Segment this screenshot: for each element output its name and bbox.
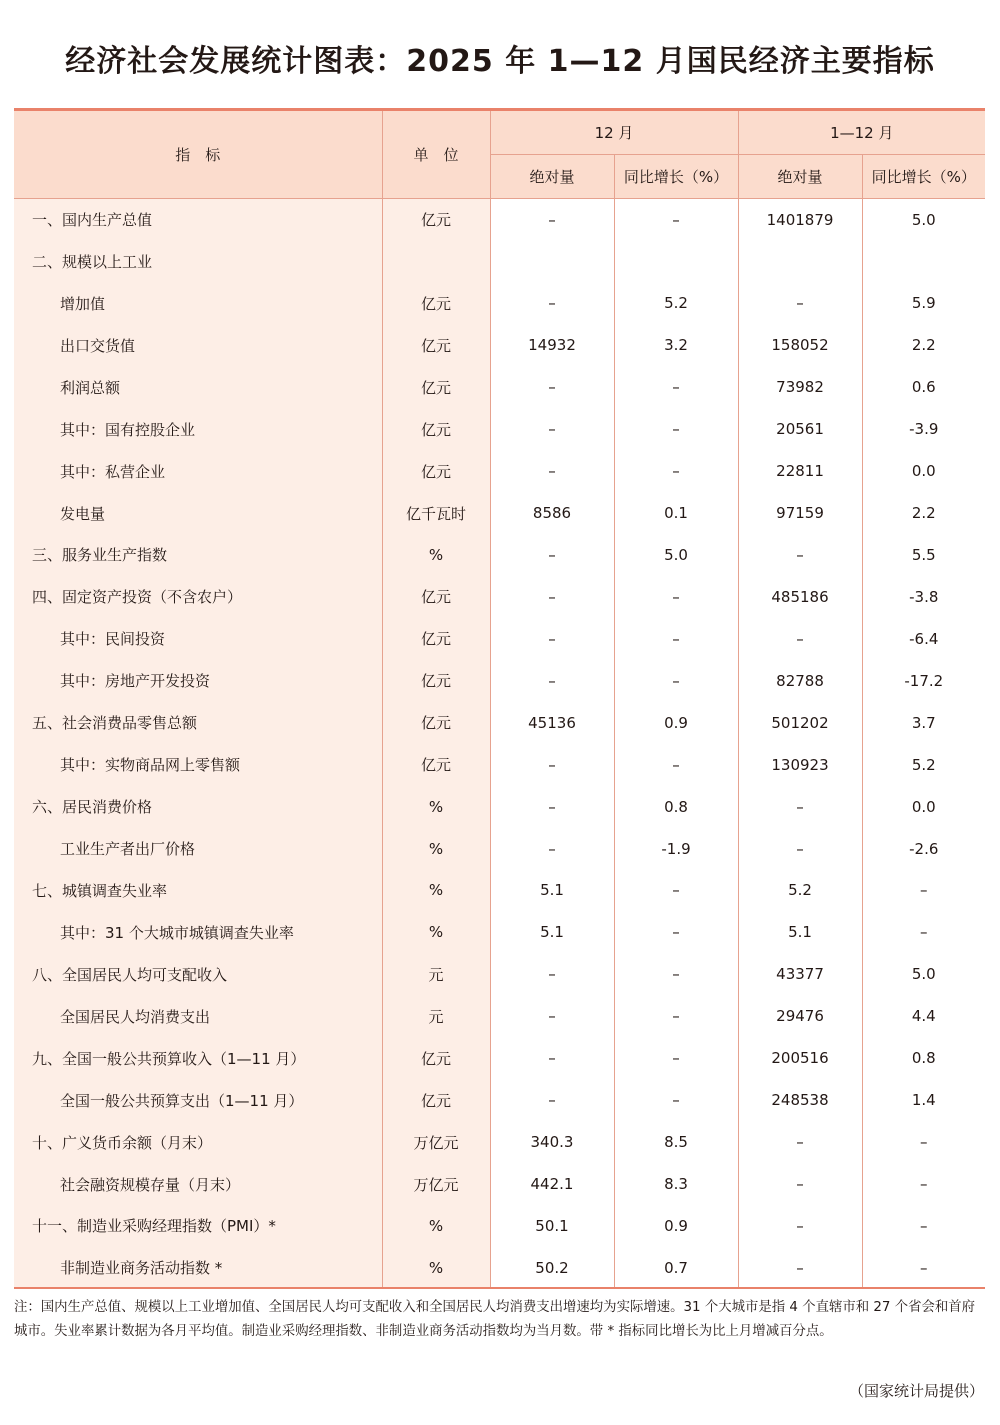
cumulative-absolute-cell: 1401879 [738,199,862,241]
month-yoy-cell: – [614,911,738,953]
month-yoy-cell: – [614,995,738,1037]
source-credit: （国家统计局提供） [848,1382,984,1400]
indicator-name: 七、城镇调查失业率 [14,870,382,912]
indicators-table [14,111,985,1289]
cumulative-absolute-cell: 248538 [738,1079,862,1121]
cumulative-absolute-cell: – [738,828,862,870]
cumulative-yoy-cell: 0.8 [911,1049,936,1068]
table-row [14,408,985,450]
indicator-name: 其中：实物商品网上零售额 [14,744,382,786]
cumulative-absolute-cell: – [738,1121,862,1163]
table-row [14,1079,985,1121]
cumulative-yoy-cell: – [920,1216,928,1235]
month-absolute-cell: – [490,744,614,786]
month-yoy-cell: – [614,576,738,618]
bottom-rule [14,1287,985,1289]
cumulative-yoy-cell: 5.0 [911,210,936,229]
month-absolute-cell: 442.1 [490,1163,614,1205]
cumulative-absolute-cell: – [738,282,862,324]
indicator-name: 全国一般公共预算支出（1—11 月） [14,1079,382,1121]
month-absolute-cell: 14932 [490,324,614,366]
cumulative-absolute-cell: – [738,1247,862,1289]
cumulative-absolute-cell: 158052 [738,324,862,366]
table-row [14,911,985,953]
month-yoy-cell: 0.7 [614,1247,738,1289]
month-yoy-cell: – [614,408,738,450]
indicator-name: 六、居民消费价格 [14,786,382,828]
indicator-name: 其中：私营企业 [14,450,382,492]
month-yoy-cell: – [614,744,738,786]
cumulative-absolute-cell: 97159 [738,492,862,534]
table-row [14,953,985,995]
unit-cell: % [382,870,490,912]
month-absolute-cell: – [490,450,614,492]
month-absolute-cell: – [490,660,614,702]
cumulative-yoy-cell: 5.9 [911,294,936,313]
table-row [14,282,985,324]
page-title: 经济社会发展统计图表：2025 年 1—12 月国民经济主要指标 [65,44,935,79]
month-yoy-cell: 0.1 [614,492,738,534]
month-absolute-cell: – [490,366,614,408]
cumulative-yoy-cell: – [920,1133,928,1152]
header-month-group: 12 月 [490,111,738,155]
cumulative-absolute-cell: – [738,1205,862,1247]
cumulative-absolute-cell: 485186 [738,576,862,618]
month-yoy-cell: – [614,618,738,660]
cumulative-absolute-cell: 5.2 [738,870,862,912]
cumulative-yoy-cell: – [920,1258,928,1277]
month-yoy-cell: – [614,870,738,912]
unit-cell: 亿元 [382,618,490,660]
table-row [14,1247,985,1289]
unit-cell: 亿元 [382,199,490,241]
cumulative-yoy-cell: -17.2 [904,671,944,690]
month-yoy-cell: 0.9 [614,702,738,744]
table-row [14,828,985,870]
month-absolute-cell [490,240,614,282]
indicator-name: 其中：民间投资 [14,618,382,660]
unit-cell: 万亿元 [382,1121,490,1163]
month-absolute-cell: 50.2 [490,1247,614,1289]
month-yoy-cell: – [614,1037,738,1079]
month-absolute-cell: 45136 [490,702,614,744]
cumulative-yoy-cell: -3.9 [909,420,939,439]
header-unit: 单 位 [382,111,490,199]
table-row [14,660,985,702]
unit-cell [382,240,490,282]
table-row [14,366,985,408]
month-absolute-cell: – [490,199,614,241]
unit-cell: 亿元 [382,702,490,744]
month-absolute-cell: 340.3 [490,1121,614,1163]
table-row [14,995,985,1037]
header-cumulative-group: 1—12 月 [738,111,985,155]
month-yoy-cell: – [614,366,738,408]
cumulative-yoy-cell: 3.7 [911,713,936,732]
unit-cell: % [382,828,490,870]
unit-cell: % [382,1247,490,1289]
cumulative-absolute-cell: – [738,534,862,576]
month-yoy-cell: 0.9 [614,1205,738,1247]
cumulative-yoy-cell: 2.2 [911,336,936,355]
unit-cell: 亿元 [382,660,490,702]
table-row [14,870,985,912]
unit-cell: 亿元 [382,324,490,366]
cumulative-yoy-cell: 2.2 [911,504,936,523]
unit-cell: 亿元 [382,366,490,408]
unit-cell: 元 [382,995,490,1037]
indicator-name: 八、全国居民人均可支配收入 [14,953,382,995]
header-cumulative-absolute: 绝对量 [738,155,862,199]
indicator-name: 全国居民人均消费支出 [14,995,382,1037]
cumulative-yoy-cell: – [920,1175,928,1194]
month-absolute-cell: – [490,1037,614,1079]
month-yoy-cell: -1.9 [614,828,738,870]
cumulative-absolute-cell: 82788 [738,660,862,702]
cumulative-yoy-cell: 5.0 [911,965,936,984]
month-absolute-cell: – [490,618,614,660]
cumulative-yoy-cell: – [920,881,928,900]
cumulative-yoy-cell: 5.5 [911,545,936,564]
cumulative-absolute-cell: 29476 [738,995,862,1037]
indicator-name: 其中：国有控股企业 [14,408,382,450]
cumulative-absolute-cell: – [738,1163,862,1205]
indicator-name: 四、固定资产投资（不含农户） [14,576,382,618]
cumulative-absolute-cell: 20561 [738,408,862,450]
unit-cell: 亿元 [382,282,490,324]
table-row [14,450,985,492]
indicator-name: 非制造业商务活动指数 * [14,1247,382,1289]
month-absolute-cell: – [490,534,614,576]
indicator-name: 发电量 [14,492,382,534]
month-absolute-cell: 5.1 [490,911,614,953]
table-row [14,1037,985,1079]
cumulative-absolute-cell: 5.1 [738,911,862,953]
month-yoy-cell: 0.8 [614,786,738,828]
table-row [14,240,985,282]
unit-cell: 亿元 [382,408,490,450]
month-yoy-cell: – [614,953,738,995]
month-absolute-cell: – [490,828,614,870]
table-row [14,199,985,241]
cumulative-absolute-cell: 200516 [738,1037,862,1079]
indicator-name: 出口交货值 [14,324,382,366]
cumulative-absolute-cell: – [738,618,862,660]
cumulative-yoy-cell: 0.0 [911,462,936,481]
indicator-name: 工业生产者出厂价格 [14,828,382,870]
month-absolute-cell: – [490,282,614,324]
month-yoy-cell [614,240,738,282]
cumulative-yoy-cell: -2.6 [909,839,939,858]
indicator-name: 十一、制造业采购经理指数（PMI）* [14,1205,382,1247]
table-row [14,1205,985,1247]
cumulative-absolute-cell: 73982 [738,366,862,408]
cumulative-absolute-cell: 130923 [738,744,862,786]
unit-cell: 亿元 [382,576,490,618]
table-row [14,492,985,534]
indicator-name: 十、广义货币余额（月末） [14,1121,382,1163]
cumulative-yoy-cell: – [920,923,928,942]
table-row [14,1163,985,1205]
table-body [14,199,985,1289]
indicator-name: 一、国内生产总值 [14,199,382,241]
unit-cell: 亿千瓦时 [382,492,490,534]
cumulative-absolute-cell [738,240,862,282]
unit-cell: 万亿元 [382,1163,490,1205]
month-yoy-cell: – [614,660,738,702]
month-yoy-cell: 3.2 [614,324,738,366]
table-row [14,744,985,786]
month-yoy-cell: 5.0 [614,534,738,576]
month-yoy-cell: 5.2 [614,282,738,324]
month-yoy-cell: 8.5 [614,1121,738,1163]
cumulative-yoy-cell: 1.4 [911,1091,936,1110]
indicator-name: 二、规模以上工业 [14,240,382,282]
cumulative-yoy-cell: -3.8 [909,587,939,606]
header-month-absolute: 绝对量 [490,155,614,199]
table-row [14,576,985,618]
table-row [14,786,985,828]
month-yoy-cell: – [614,1079,738,1121]
cumulative-yoy-cell: 0.0 [911,797,936,816]
indicator-name: 九、全国一般公共预算收入（1—11 月） [14,1037,382,1079]
month-absolute-cell: – [490,1079,614,1121]
indicator-name: 利润总额 [14,366,382,408]
indicator-name: 其中：房地产开发投资 [14,660,382,702]
indicator-name: 社会融资规模存量（月末） [14,1163,382,1205]
table-row [14,618,985,660]
cumulative-yoy-cell: 5.2 [911,755,936,774]
cumulative-yoy-cell: 4.4 [911,1007,936,1026]
indicator-name: 其中：31 个大城市城镇调查失业率 [14,911,382,953]
month-absolute-cell: 50.1 [490,1205,614,1247]
cumulative-absolute-cell: – [738,786,862,828]
month-absolute-cell: 5.1 [490,870,614,912]
indicator-name: 增加值 [14,282,382,324]
cumulative-yoy-cell: 0.6 [911,378,936,397]
indicator-name: 三、服务业生产指数 [14,534,382,576]
table-row [14,1121,985,1163]
cumulative-yoy-cell: -6.4 [909,629,939,648]
table-row [14,324,985,366]
month-absolute-cell: – [490,953,614,995]
table-row [14,534,985,576]
month-yoy-cell: 8.3 [614,1163,738,1205]
month-absolute-cell: – [490,408,614,450]
unit-cell: 亿元 [382,1079,490,1121]
month-absolute-cell: – [490,995,614,1037]
month-yoy-cell: – [614,199,738,241]
month-absolute-cell: – [490,576,614,618]
cumulative-absolute-cell: 22811 [738,450,862,492]
cumulative-absolute-cell: 501202 [738,702,862,744]
indicator-name: 五、社会消费品零售总额 [14,702,382,744]
month-absolute-cell: 8586 [490,492,614,534]
unit-cell: % [382,786,490,828]
unit-cell: % [382,534,490,576]
unit-cell: 亿元 [382,1037,490,1079]
unit-cell: % [382,1205,490,1247]
month-yoy-cell: – [614,450,738,492]
unit-cell: 亿元 [382,450,490,492]
header-cumulative-yoy: 同比增长（%） [862,155,985,199]
table-row [14,702,985,744]
footnote: 注：国内生产总值、规模以上工业增加值、全国居民人均可支配收入和全国居民人均消费支出增速均为实际增速。31 个大城市是指 4 个直辖市和 27 个省会和首府城市。失业率累计数据为各月平均值。制造业采购经理指数、非制造业商务活动指数均为当月数。带 * 指标同比增长为比上月增减百分点。 [14,1300,976,1339]
cumulative-yoy-cell [862,240,985,282]
unit-cell: % [382,911,490,953]
unit-cell: 元 [382,953,490,995]
cumulative-absolute-cell: 43377 [738,953,862,995]
header-indicator: 指 标 [14,111,382,199]
unit-cell: 亿元 [382,744,490,786]
month-absolute-cell: – [490,786,614,828]
header-month-yoy: 同比增长（%） [614,155,738,199]
